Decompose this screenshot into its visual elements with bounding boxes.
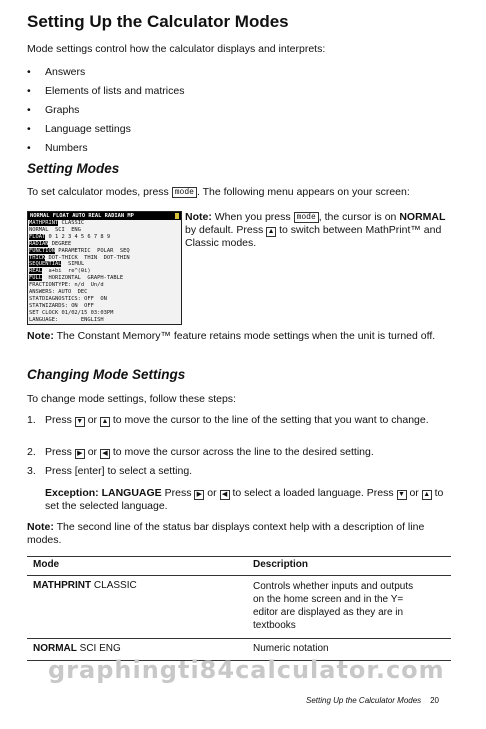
right-arrow-key-icon: ▶	[75, 449, 85, 459]
section-text: To change mode settings, follow these steps:	[27, 393, 236, 405]
mode-key-icon: mode	[294, 212, 319, 223]
section-heading: Changing Mode Settings	[27, 367, 186, 382]
mode-key-icon: mode	[172, 187, 197, 198]
step-text: Press ▼ or ▲ to move the cursor to the line of the setting that you want to change.	[45, 414, 429, 426]
page-footer: Setting Up the Calculator Modes 20	[306, 696, 439, 705]
calc-mode-row: FLOAT 0 1 2 3 4 5 6 7 8 9	[29, 233, 111, 240]
left-arrow-key-icon: ◀	[100, 449, 110, 459]
mode-cell: MATHPRINT CLASSIC	[33, 580, 137, 591]
calc-mode-row: SEQUENTIAL SIMUL	[29, 261, 85, 268]
calc-mode-row: FRACTIONTYPE: n/d Un/d	[29, 282, 104, 289]
page-title: Setting Up the Calculator Modes	[27, 12, 289, 31]
mode-cell: NORMAL SCI ENG	[33, 643, 121, 654]
battery-icon	[175, 213, 179, 219]
mode-table	[27, 556, 451, 661]
step-text: Press ▶ or ◀ to move the cursor across the line to the desired setting.	[45, 446, 374, 458]
calc-mode-row: FUNCTION PARAMETRIC POLAR SEQ	[29, 247, 130, 254]
calc-mode-row: THICK DOT-THICK THIN DOT-THIN	[29, 254, 130, 261]
up-arrow-key-icon: ▲	[101, 418, 109, 425]
calc-mode-row: FULL HORIZONTAL GRAPH-TABLE	[29, 275, 124, 282]
note-mode: Note: When you press mode , the cursor is on NORMAL by default. Press ▲ to switch between MathPrint™ and Classic modes.	[185, 211, 446, 249]
calc-mode-row: LANGUAGE: ENGLISH	[29, 316, 104, 323]
intro-text: Mode settings control how the calculator displays and interprets:	[27, 43, 326, 55]
column-header: Mode	[27, 557, 247, 576]
table-header-row	[27, 557, 451, 576]
status-bar: NORMAL FLOAT AUTO REAL RADIAN MP	[28, 212, 181, 220]
left-arrow-key-icon: ◀	[220, 490, 230, 500]
note-constant-memory: Note: The Constant Memory™ feature retains mode settings when the unit is turned off.	[27, 330, 436, 342]
calc-mode-row: NORMAL SCI ENG	[29, 226, 81, 233]
calc-mode-row: STATWIZARDS: ON OFF	[29, 302, 94, 309]
description-cell: Controls whether inputs and outputs on the home screen and in the Y= editor are displayed as they are in textbooks	[253, 581, 414, 631]
column-header: Description	[247, 557, 451, 576]
section-text: To set calculator modes, press mode . The following menu appears on your screen:	[27, 186, 410, 198]
step-number: 3.	[27, 465, 36, 477]
watermark: graphingti84calculator.com	[48, 656, 445, 684]
step-text: Press [enter] to select a setting.	[45, 465, 193, 477]
down-arrow-key-icon: ▼	[398, 491, 405, 498]
calc-mode-row: RADIAN DEGREE	[29, 240, 72, 247]
right-arrow-key-icon: ▶	[194, 490, 204, 500]
note-status-bar: Note: The second line of the status bar displays context help with a description of line modes.	[27, 521, 425, 546]
calc-mode-row: ANSWERS: AUTO DEC	[29, 289, 88, 296]
step-number: 2.	[27, 446, 36, 458]
up-arrow-key-icon: ▲	[423, 491, 431, 498]
calc-mode-row: REAL a+bi re^(θi)	[29, 268, 91, 275]
step-number: 1.	[27, 414, 36, 426]
up-arrow-key-icon: ▲	[267, 228, 275, 235]
down-arrow-key-icon: ▼	[76, 418, 84, 425]
description-cell: Numeric notation	[253, 643, 329, 654]
calc-mode-row: STATDIAGNOSTICS: OFF ON	[29, 295, 107, 302]
section-heading: Setting Modes	[27, 161, 120, 176]
exception-text: Exception: LANGUAGE Press ▶ or ◀ to select a loaded language. Press ▼ or ▲ to set the selected language.	[45, 487, 444, 512]
calc-mode-row: SET CLOCK 01/02/15 03:03PM	[29, 309, 114, 316]
table-row	[27, 576, 451, 639]
calculator-mode-screen	[27, 211, 182, 325]
calc-mode-row: MATHPRINT CLASSIC	[29, 220, 85, 226]
